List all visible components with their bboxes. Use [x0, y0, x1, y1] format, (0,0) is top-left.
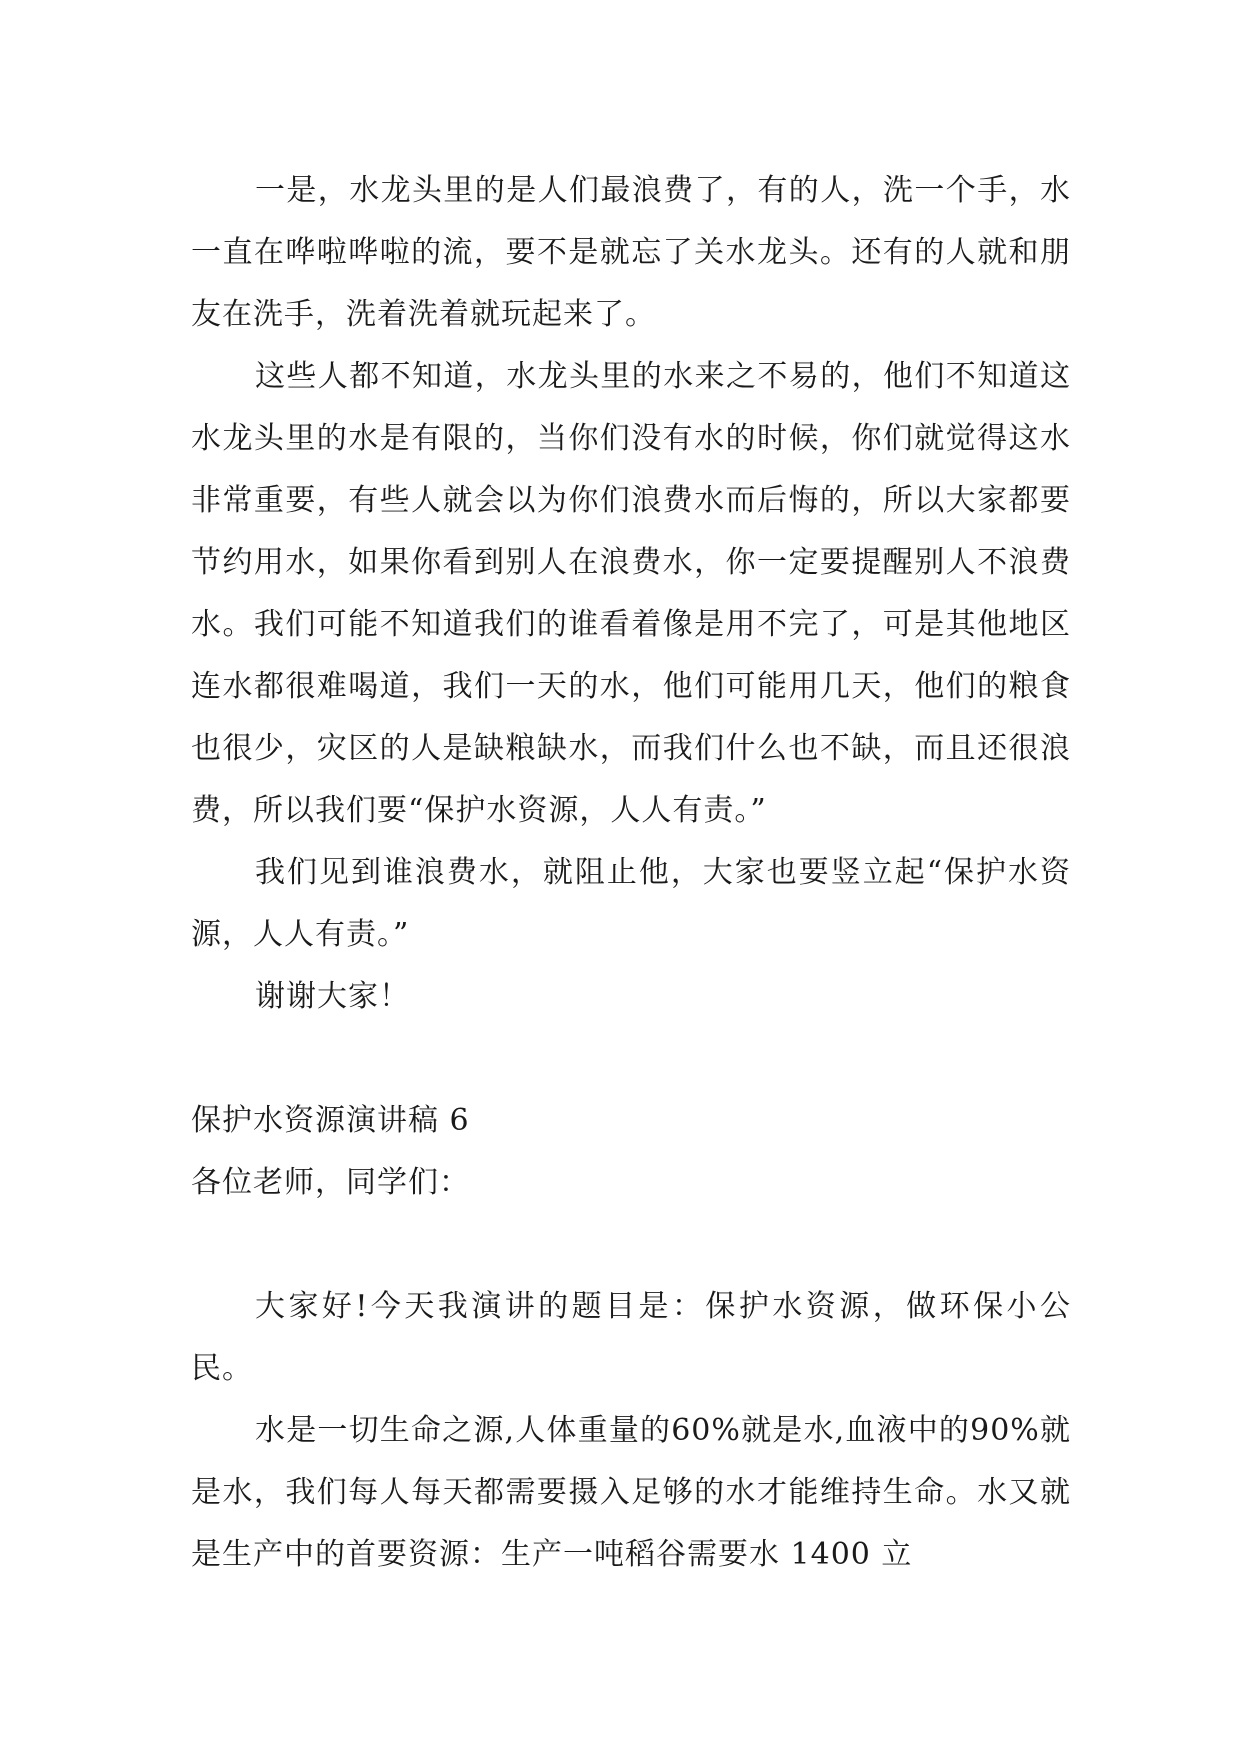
paragraph-stop-waste: 我们见到谁浪费水，就阻止他，大家也要竖立起“保护水资源，人人有责。”: [191, 855, 1071, 952]
paragraph-thanks: 谢谢大家！: [255, 979, 410, 1014]
paragraph-water-precious: 这些人都不知道，水龙头里的水来之不易的，他们不知道这水龙头里的水是有限的，当你们没有水的时候，你们就觉得这水非常重要，有些人就会以为你们浪费水而后悔的，所以大家都要节约用水，如果你看到别人在浪费水，你一定要提醒别人不浪费水。我们可能不知道我们的谁看着像是用不完了，可是其他地区连水都很难喝道，我们一天的水，他们可能用几天，他们的粮食也很少，灾区的人是缺粮缺水，而我们什么也不缺，而且还很浪费，所以我们要“保护水资源，人人有责。”: [191, 359, 1071, 828]
document-body: [191, 160, 1071, 1586]
paragraph-faucet-waste: 一是，水龙头里的是人们最浪费了，有的人，洗一个手，水一直在哗啦哗啦的流，要不是就忘了关水龙头。还有的人就和朋友在洗手，洗着洗着就玩起来了。: [191, 173, 1071, 332]
paragraph-greeting: 大家好!今天我演讲的题目是：保护水资源，做环保小公民。: [191, 1289, 1071, 1386]
salutation: 各位老师，同学们：: [191, 1165, 470, 1200]
section-title: 保护水资源演讲稿 6: [191, 1103, 470, 1138]
paragraph-water-source-of-life: 水是一切生命之源,人体重量的60%就是水,血液中的90%就是水，我们每人每天都需要摄入足够的水才能维持生命。水又就是生产中的首要资源：生产一吨稻谷需要水 1400 立: [191, 1413, 1071, 1572]
